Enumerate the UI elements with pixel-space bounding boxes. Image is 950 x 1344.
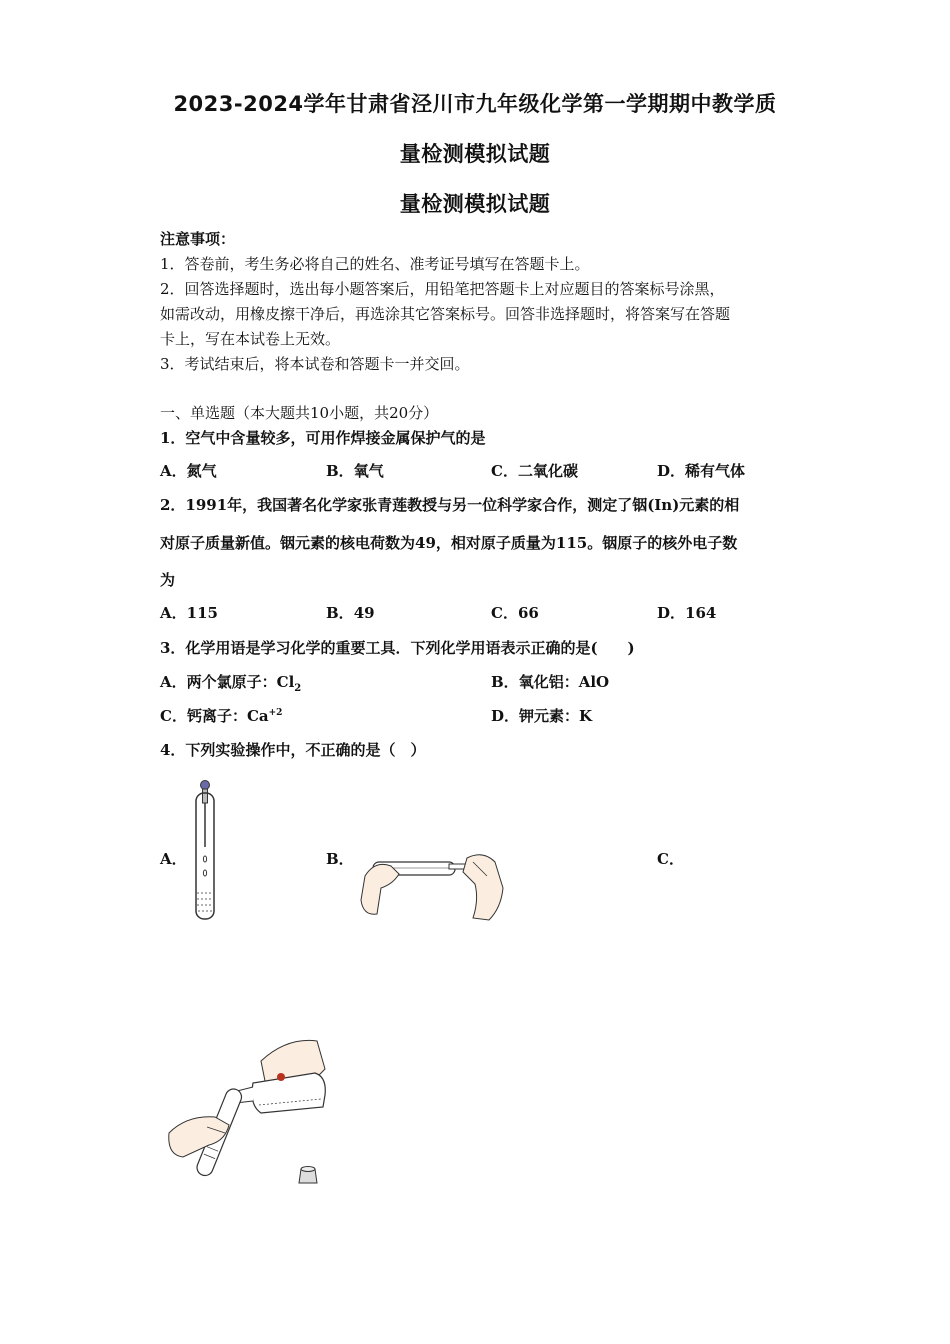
question-3-stem: 3．化学用语是学习化学的重要工具．下列化学用语表示正确的是( ) (160, 639, 635, 657)
section-heading: 一、单选题（本大题共10小题，共20分） (160, 404, 439, 422)
q3-option-c: C．钙离子：$Ca^{+2}$ (160, 707, 283, 725)
page-title-line-1: 2023-2024学年甘肃省泾川市九年级化学第一学期期中教学质 (173, 92, 777, 116)
q3-option-b: B．氧化铝：AlO (491, 673, 610, 691)
notes-item: 1．答卷前，考生务必将自己的姓名、准考证号填写在答题卡上。 (160, 255, 590, 273)
q2-option-b: B．49 (326, 604, 375, 622)
q1-option-b: B．氧气 (326, 462, 384, 480)
q4-option-c-label: C． (657, 850, 684, 868)
notes-item: 如需改动，用橡皮擦干净后，再选涂其它答案标号。回答非选择题时，将答案写在答题 (160, 305, 731, 323)
notes-item: 2．回答选择题时，选出每小题答案后，用铅笔把答题卡上对应题目的答案标号涂黑， (160, 280, 725, 298)
page-title-line-2: 量检测模拟试题 (399, 142, 551, 166)
q2-option-a: A．115 (160, 604, 218, 622)
q2-option-d: D．164 (657, 604, 717, 622)
q4-option-a-label: A． (160, 850, 187, 868)
q1-option-a: A．氮气 (160, 462, 217, 480)
dropper-test-tube-figure (188, 775, 224, 925)
heating-test-tube-figure (355, 848, 507, 924)
question-4-stem: 4．下列实验操作中，不正确的是（ ） (160, 741, 426, 759)
question-2-stem-line: 2．1991年，我国著名化学家张青莲教授与另一位科学家合作，测定了铟(In)元素的相 (160, 496, 740, 514)
q1-option-c: C．二氧化碳 (491, 462, 578, 480)
q4-option-b-label: B． (326, 850, 354, 868)
q1-option-d: D．稀有气体 (657, 462, 746, 480)
q2-option-c: C．66 (491, 604, 539, 622)
page-title-line-3: 量检测模拟试题 (399, 192, 551, 216)
notes-item: 卡上，写在本试卷上无效。 (160, 330, 341, 348)
q3-option-d: D．钾元素：K (491, 707, 593, 725)
question-2-stem-line: 对原子质量新值。铟元素的核电荷数为49，相对原子质量为115。铟原子的核外电子数 (160, 534, 738, 552)
pouring-liquid-figure (163, 1033, 338, 1188)
notes-item: 3．考试结束后，将本试卷和答题卡一并交回。 (160, 355, 470, 373)
q3-option-a: A．两个氯原子：$Cl_2$ (160, 673, 302, 694)
question-1-stem: 1．空气中含量较多，可用作焊接金属保护气的是 (160, 429, 486, 447)
notes-heading: 注意事项： (160, 230, 236, 248)
question-2-stem-line: 为 (160, 571, 176, 589)
